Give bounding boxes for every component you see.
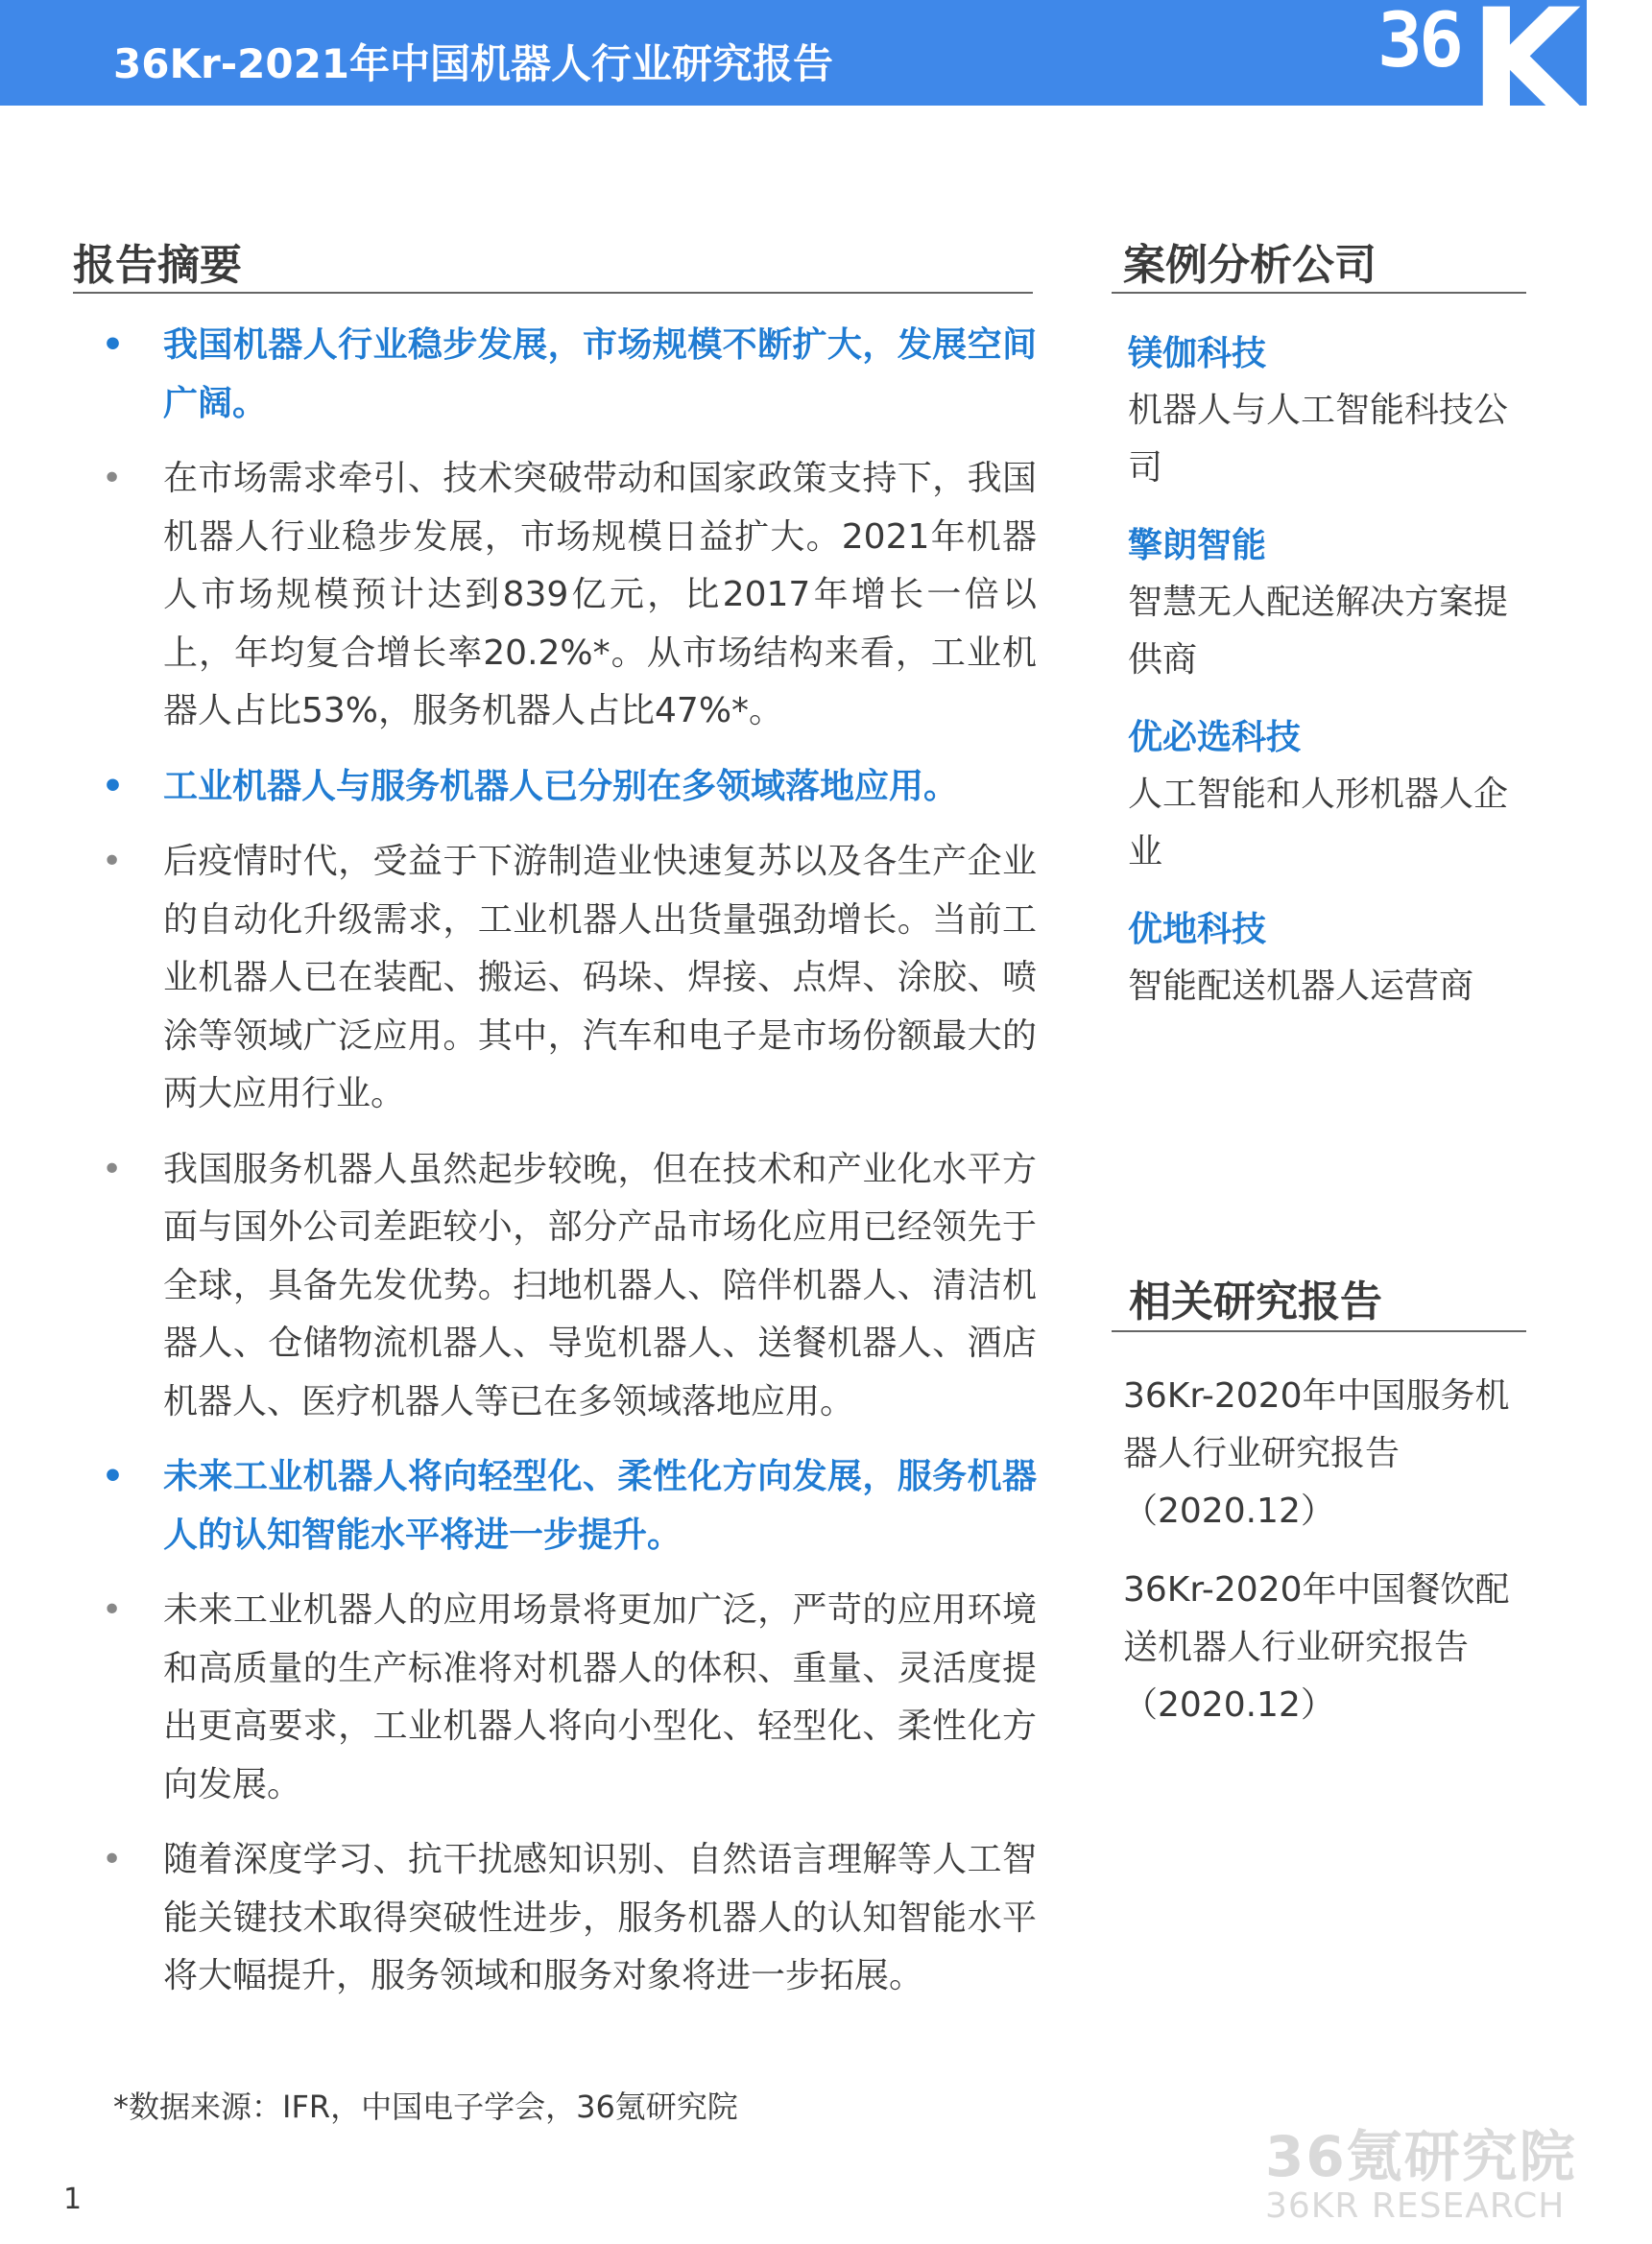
summary-detail	[96, 450, 1037, 741]
36kr-logo	[1366, 0, 1652, 146]
summary-detail	[96, 1582, 1037, 1814]
summary-item-text: 在市场需求牵引、技术突破带动和国家政策支持下，我国机器人行业稳步发展，市场规模日益扩大。2021年机器人市场规模预计达到839亿元，比2017年增长一倍以上，年均复合增长率20.2%*。从市场结构来看，工业机器人占比53%，服务机器人占比47%*。	[163, 459, 1037, 730]
reports-heading: 相关研究报告	[1129, 1277, 1382, 1326]
summary-item-text: 我国服务机器人虽然起步较晚，但在技术和产业化水平方面与国外公司差距较小，部分产品市场化应用已经领先于全球，具备先发优势。扫地机器人、陪伴机器人、清洁机器人、仓储物流机器人、导览机器人、送餐机器人、酒店机器人、医疗机器人等已在多领域落地应用。	[163, 1149, 1037, 1421]
company-entry	[1128, 518, 1531, 689]
bullet-icon: •	[102, 1590, 123, 1630]
reports-divider	[1112, 1330, 1526, 1332]
report-entry-title: 36Kr-2020年中国餐饮配送机器人行业研究报告	[1123, 1570, 1510, 1667]
summary-detail	[96, 1141, 1037, 1432]
company-name: 优必选科技	[1128, 718, 1302, 757]
company-description: 人工智能和人形机器人企业	[1128, 775, 1509, 871]
summary-key-point	[96, 317, 1037, 433]
bullet-icon: •	[102, 842, 123, 881]
summary-heading: 报告摘要	[73, 241, 242, 290]
report-list	[1123, 1368, 1526, 1755]
company-entry	[1128, 710, 1531, 881]
company-name: 擎朗智能	[1128, 526, 1267, 565]
summary-item-text: 工业机器人与服务机器人已分别在多领域落地应用。	[163, 766, 959, 806]
summary-item-text: 随着深度学习、抗干扰感知识别、自然语言理解等人工智能关键技术取得突破性进步，服务机器人的认知智能水平将大幅提升，服务领域和服务对象将进一步拓展。	[163, 1840, 1037, 1995]
summary-item-text: 后疫情时代，受益于下游制造业快速复苏以及各生产企业的自动化升级需求，工业机器人出货量强劲增长。当前工业机器人已在装配、搬运、码垛、焊接、点焊、涂胶、喷涂等领域广泛应用。其中，汽车和电子是市场份额最大的两大应用行业。	[163, 842, 1037, 1113]
watermark-en: 36KR RESEARCH	[1265, 2186, 1566, 2226]
bullet-icon: •	[102, 325, 125, 365]
summary-detail	[96, 833, 1037, 1124]
company-description: 智慧无人配送解决方案提供商	[1128, 583, 1509, 680]
report-entry	[1123, 1368, 1526, 1540]
summary-list	[96, 317, 1037, 2023]
bullet-icon: •	[102, 1149, 123, 1189]
bullet-icon: •	[102, 459, 123, 498]
bullet-icon: •	[102, 766, 125, 806]
company-list	[1128, 326, 1531, 1037]
report-entry-date: （2020.12）	[1123, 1492, 1335, 1531]
company-entry	[1128, 326, 1531, 497]
report-entry-date: （2020.12）	[1123, 1685, 1335, 1725]
36kr-research-watermark	[1265, 2112, 1577, 2226]
report-title: 36Kr-2021年中国机器人行业研究报告	[113, 40, 834, 87]
company-description: 智能配送机器人运营商	[1128, 967, 1474, 1006]
summary-item-text: 未来工业机器人的应用场景将更加广泛，严苛的应用环境和高质量的生产标准将对机器人的体积、重量、灵活度提出更高要求，工业机器人将向小型化、轻型化、柔性化方向发展。	[163, 1590, 1037, 1804]
company-entry	[1128, 902, 1531, 1015]
summary-detail	[96, 1831, 1037, 2006]
companies-heading: 案例分析公司	[1123, 241, 1377, 290]
summary-divider	[73, 292, 1033, 294]
data-source-footnote: *数据来源：IFR，中国电子学会，36氪研究院	[113, 2089, 738, 2125]
page-number: 1	[63, 2183, 83, 2216]
summary-key-point	[96, 1448, 1037, 1564]
company-description: 机器人与人工智能科技公司	[1128, 391, 1509, 488]
report-entry	[1123, 1562, 1526, 1734]
company-name: 优地科技	[1128, 910, 1267, 949]
bullet-icon: •	[102, 1840, 123, 1879]
header-bar	[0, 0, 1652, 146]
logo-text-36: 36	[1377, 0, 1460, 84]
logo-text-kr: Kr	[1470, 0, 1652, 146]
report-entry-title: 36Kr-2020年中国服务机器人行业研究报告	[1123, 1376, 1510, 1473]
summary-item-text: 未来工业机器人将向轻型化、柔性化方向发展，服务机器人的认知智能水平将进一步提升。	[163, 1457, 1037, 1555]
summary-item-text: 我国机器人行业稳步发展，市场规模不断扩大，发展空间广阔。	[163, 325, 1037, 423]
watermark-cn: 36氪研究院	[1265, 2124, 1577, 2189]
bullet-icon: •	[102, 1457, 125, 1496]
company-name: 镁伽科技	[1128, 334, 1267, 373]
companies-divider	[1112, 292, 1526, 294]
summary-key-point	[96, 758, 1037, 817]
